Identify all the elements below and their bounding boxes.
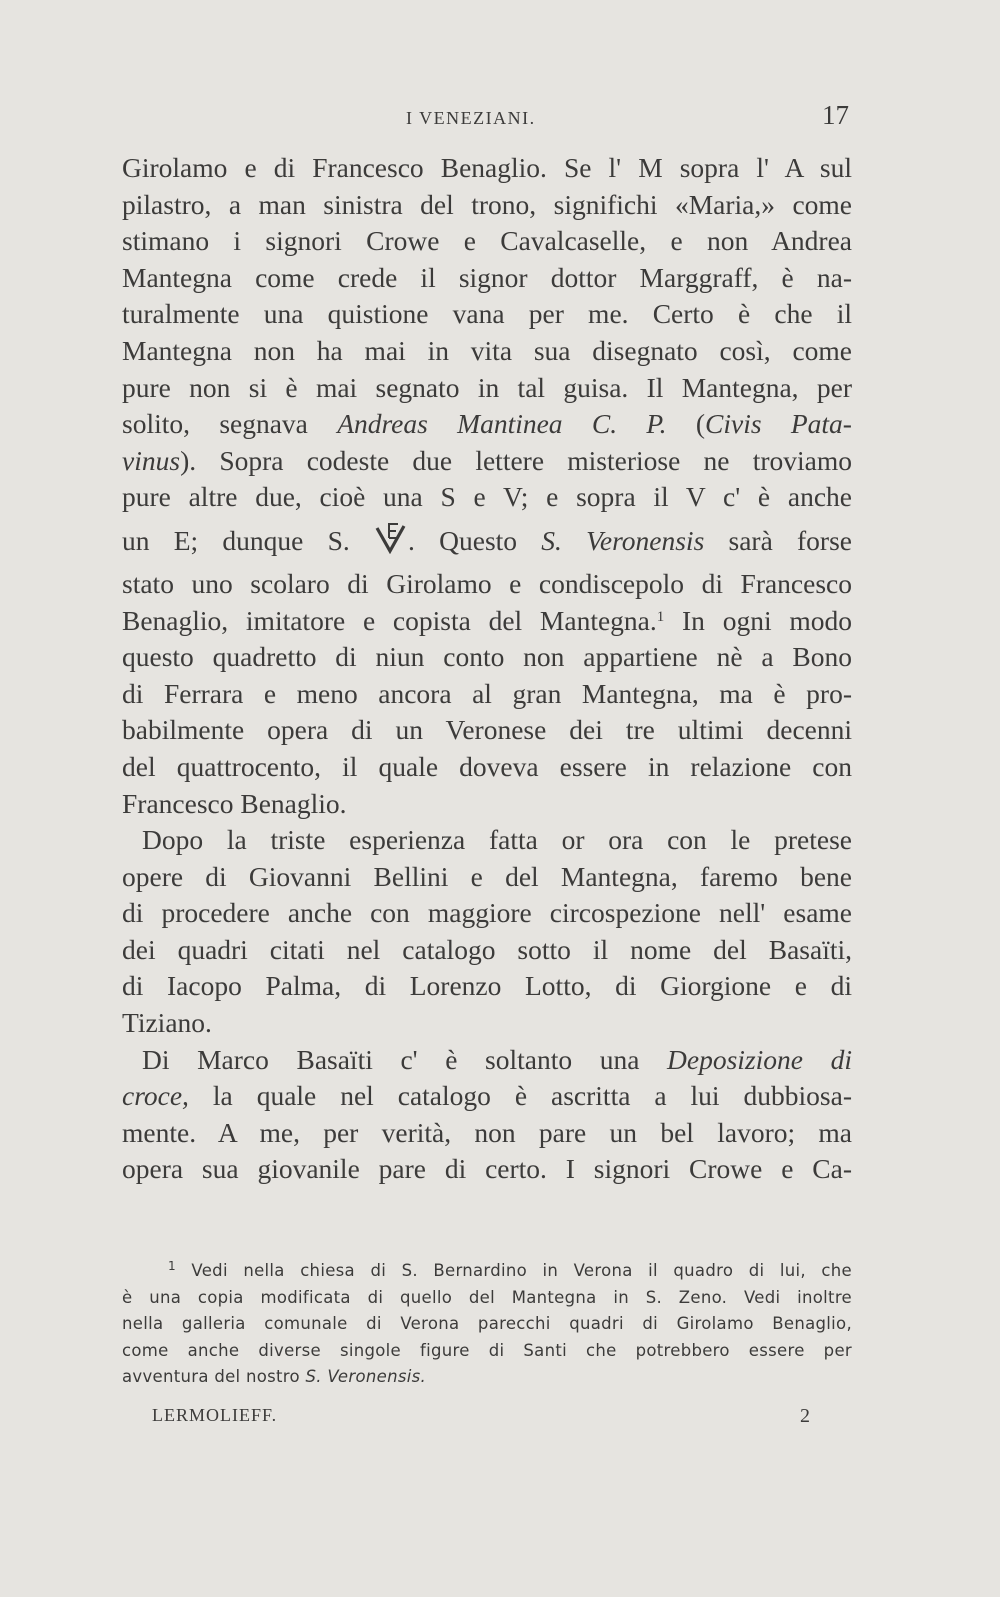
text-line <box>122 1042 852 1079</box>
text-span: ). Sopra codeste due lettere misteriose ne troviamo <box>180 444 852 476</box>
body-text <box>122 150 852 1188</box>
italic-signature-text: Andreas Mantinea C. P. <box>337 408 667 440</box>
text-span: pure non si è mai segnato in tal guisa. Il Mantegna, per <box>122 371 852 403</box>
text-span: In ogni modo <box>664 604 852 636</box>
text-line <box>122 859 852 896</box>
text-span: questo quadretto di niun conto non appartiene nè a Bono <box>122 641 852 673</box>
text-line <box>122 786 852 823</box>
text-line <box>122 516 852 566</box>
footnote-line <box>122 1338 852 1365</box>
text-span: dei quadri citati nel catalogo sotto il nome del Basaïti, <box>122 933 852 965</box>
text-span: avventura del nostro <box>122 1367 306 1387</box>
text-line <box>122 1151 852 1188</box>
text-span: opere di Giovanni Bellini e del Mantegna, faremo bene <box>122 860 852 892</box>
text-line <box>122 895 852 932</box>
text-span: pure altre due, cioè una S e V; e sopra il V c' è anche <box>122 481 852 513</box>
text-span: Di Marco Basaïti c' è soltanto una <box>142 1043 668 1075</box>
text-line <box>122 1115 852 1152</box>
text-line <box>122 296 852 333</box>
text-span: Dopo la triste esperienza fatta or ora con le pretese <box>142 824 852 856</box>
text-line <box>122 187 852 224</box>
text-line <box>122 932 852 969</box>
footnote-line <box>122 1258 852 1285</box>
text-span: di procedere anche con maggiore circospezione nell' esame <box>122 897 852 929</box>
printer-signature <box>0 1405 1000 1435</box>
text-span: stimano i signori Crowe e Cavalcaselle, e non Andrea <box>122 225 852 257</box>
text-line <box>122 676 852 713</box>
text-span: del quattrocento, il quale doveva essere in relazione con <box>122 750 852 782</box>
footnote-line <box>122 1285 852 1312</box>
text-span: opera sua giovanile pare di certo. I signori Crowe e Ca- <box>122 1153 852 1185</box>
italic-text: Civis Pata- <box>705 408 852 440</box>
italic-text: Deposizione di <box>667 1043 852 1075</box>
text-span: solito, segnava <box>122 408 338 440</box>
text-line <box>122 479 852 516</box>
text-span: mente. A me, per verità, non pare un bel lavoro; ma <box>122 1116 852 1148</box>
text-span: Vedi nella chiesa di S. Bernardino in Verona il quadro di lui, che <box>191 1261 852 1280</box>
text-span: Benaglio, imitatore e copista del Mantegna. <box>122 604 657 636</box>
italic-text: vinus <box>122 444 181 476</box>
text-span: la quale nel catalogo è ascritta a lui dubbiosa- <box>188 1080 852 1112</box>
running-head <box>0 100 1000 140</box>
text-span: Mantegna come crede il signor dottor Marggraff, è na- <box>122 261 852 293</box>
text-span: pilastro, a man sinistra del trono, significhi «Maria,» come <box>122 188 852 220</box>
text-line <box>122 406 852 443</box>
signature-number: 2 <box>800 1405 810 1427</box>
text-line <box>122 712 852 749</box>
text-span: Mantegna non ha mai in vita sua disegnato così, come <box>122 334 852 366</box>
text-span: un E; dunque S. <box>122 524 375 556</box>
text-line <box>122 260 852 297</box>
text-line <box>122 333 852 370</box>
italic-text: croce, <box>122 1080 189 1112</box>
text-line <box>122 1005 852 1042</box>
text-span: Francesco Benaglio. <box>122 787 347 819</box>
page-number: 17 <box>822 100 849 130</box>
text-span: di Ferrara e meno ancora al gran Mantegna, ma è pro- <box>122 677 852 709</box>
monogram-ve-icon <box>374 520 408 552</box>
text-line <box>122 223 852 260</box>
text-span: è una copia modificata di quello del Mantegna in S. Zeno. Vedi inoltre <box>122 1287 852 1307</box>
text-line <box>122 749 852 786</box>
text-span: sarà forse <box>704 524 852 556</box>
signature-name: LERMOLIEFF. <box>152 1405 278 1425</box>
text-line <box>122 370 852 407</box>
footnote-line <box>122 1364 852 1391</box>
text-span: come anche diverse singole figure di Santi che potrebbero essere per <box>122 1340 852 1360</box>
text-span: Girolamo e di Francesco Benaglio. Se l' M sopra l' A sul <box>122 152 852 183</box>
text-line <box>122 1078 852 1115</box>
footnote-marker: 1 <box>168 1259 176 1273</box>
text-span: di Iacopo Palma, di Lorenzo Lotto, di Giorgione e di <box>122 970 852 1002</box>
text-line <box>122 968 852 1005</box>
footnote-marker: 1 <box>656 608 665 625</box>
text-line <box>122 822 852 859</box>
text-span: ( <box>666 408 706 440</box>
text-span: . Questo <box>408 524 542 556</box>
italic-text: S. Veronensis <box>541 524 705 556</box>
text-line <box>122 603 852 640</box>
text-line <box>122 443 852 480</box>
running-head-title: I VENEZIANI. <box>406 108 536 128</box>
text-line <box>122 639 852 676</box>
text-span: babilmente opera di un Veronese dei tre ultimi decenni <box>122 714 852 746</box>
text-span: Tiziano. <box>122 1007 212 1039</box>
text-line <box>122 150 852 187</box>
italic-text: S. Veronensis. <box>305 1367 427 1387</box>
text-span: nella galleria comunale di Verona parecchi quadri di Girolamo Benaglio, <box>122 1314 852 1334</box>
text-line <box>122 566 852 603</box>
text-span: stato uno scolaro di Girolamo e condiscepolo di Francesco <box>122 567 852 599</box>
footnotes <box>122 1258 852 1391</box>
text-span: turalmente una quistione vana per me. Certo è che il <box>122 298 852 330</box>
footnote-line <box>122 1311 852 1338</box>
